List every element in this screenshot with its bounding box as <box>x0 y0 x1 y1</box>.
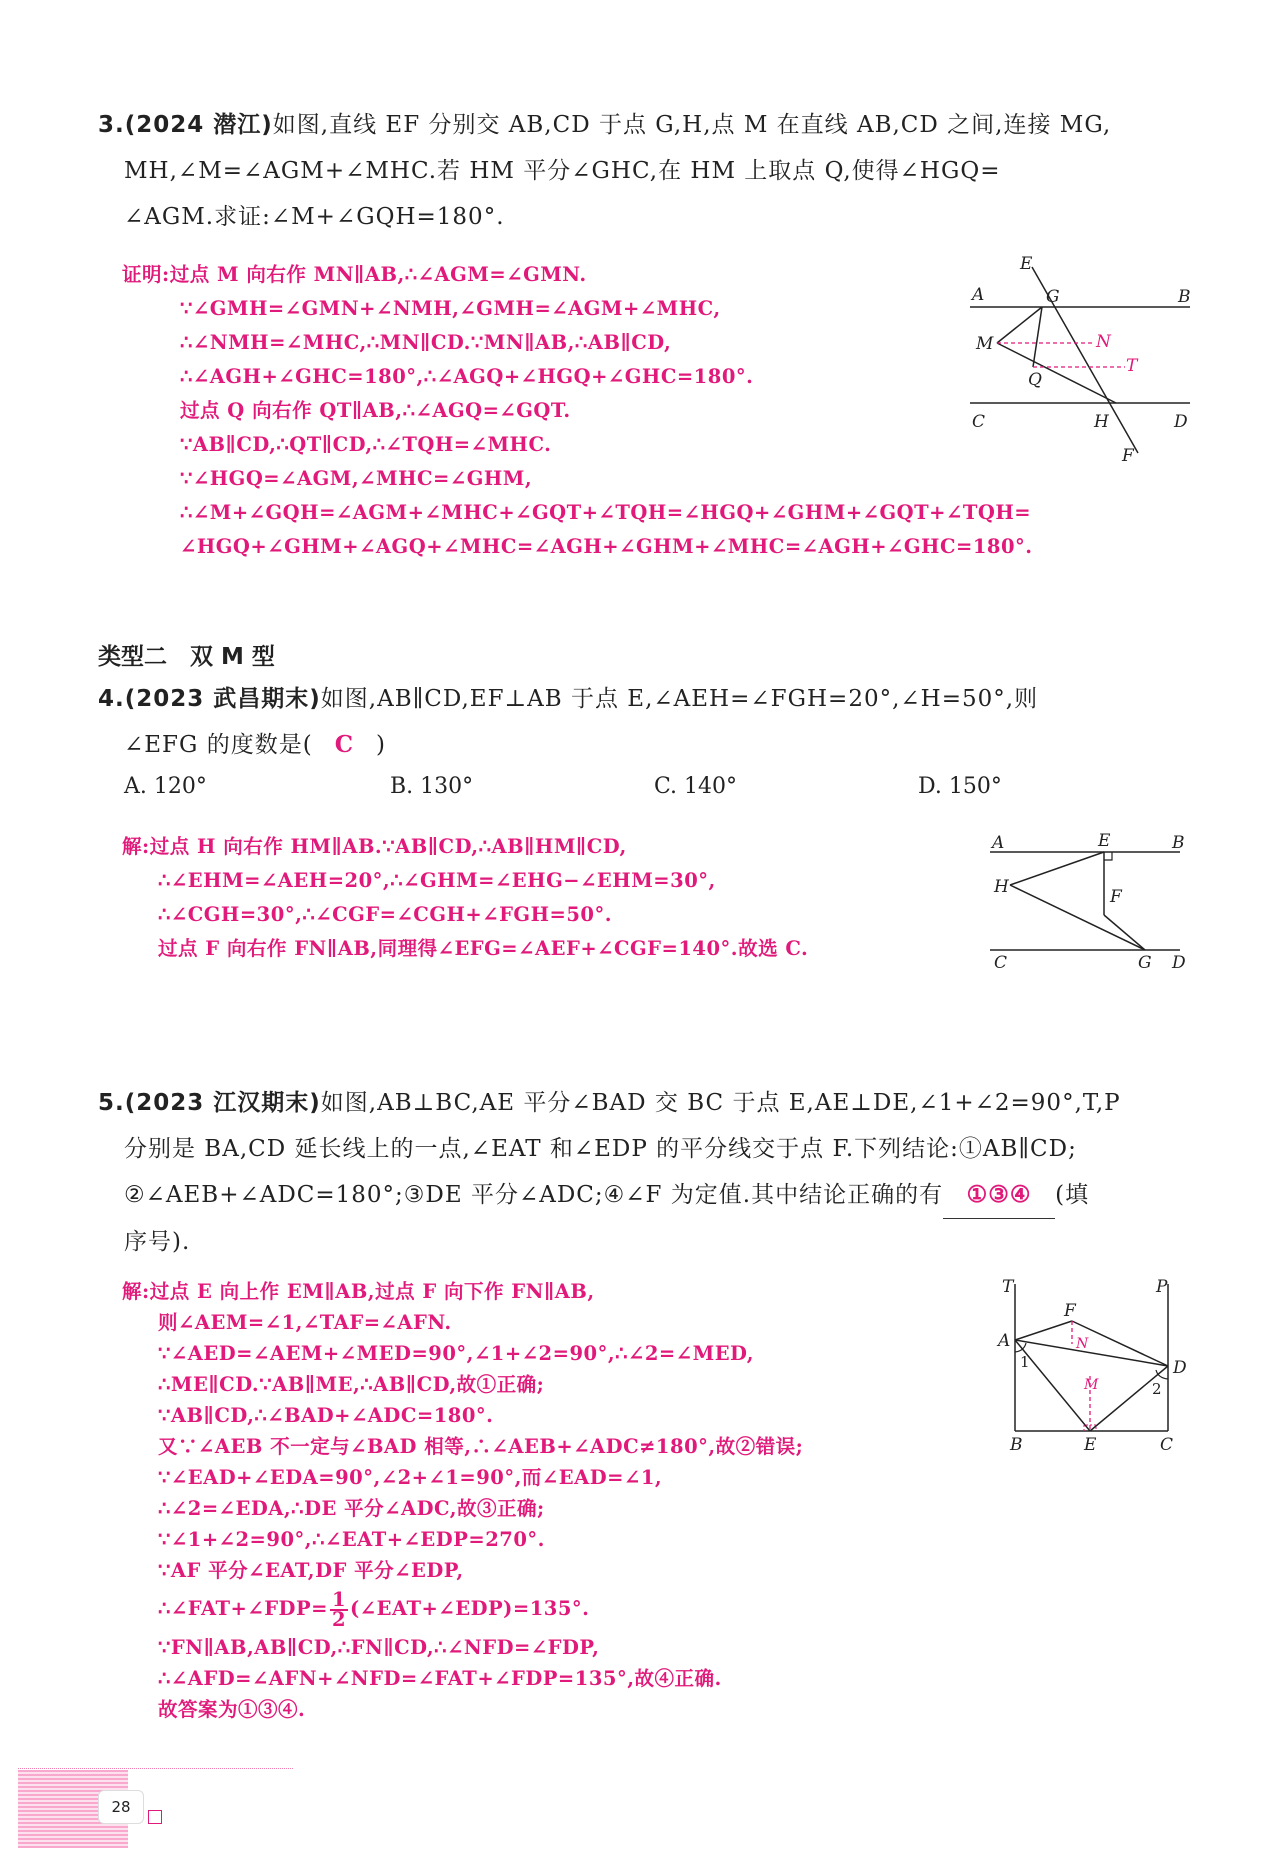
q5-line3-end: (填 <box>1055 1182 1090 1208</box>
q5-sol-line: ∴∠2=∠EDA,∴DE 平分∠ADC,故③正确; <box>158 1497 545 1520</box>
q3-sol-line: 证明:过点 M 向右作 MN∥AB,∴∠AGM=∠GMN. <box>122 263 587 286</box>
q3-sol-line: ∴∠AGH+∠GHC=180°,∴∠AGQ+∠HGQ+∠GHC=180°. <box>180 365 754 388</box>
q3-label-e: E <box>1020 255 1033 274</box>
q5-label-d: D <box>1173 1358 1187 1378</box>
q5-sol-line: ∵AF 平分∠EAT,DF 平分∠EDP, <box>158 1559 464 1582</box>
q3-label-q: Q <box>1028 370 1042 390</box>
q4-sol-line: ∴∠CGH=30°,∴∠CGF=∠CGH+∠FGH=50°. <box>158 903 613 926</box>
q4-label-e: E <box>1098 831 1111 851</box>
q3-figure <box>960 255 1200 465</box>
q4-line2: ∠EFG 的度数是( <box>124 732 313 758</box>
q5-label-1: 1 <box>1020 1353 1030 1371</box>
q5-sol-line: ∵∠AED=∠AEM+∠MED=90°,∠1+∠2=90°,∴∠2=∠MED, <box>158 1342 755 1365</box>
q3-label-t: T <box>1126 356 1138 376</box>
q3-line3: ∠AGM.求证:∠M+∠GQH=180°. <box>124 204 505 230</box>
q5-source: (2023 江汉期末) <box>124 1090 321 1116</box>
q5-label-e: E <box>1084 1435 1097 1455</box>
q4-label-d: D <box>1172 953 1186 970</box>
q4-option-d: D. 150° <box>918 774 1002 799</box>
q4-line1: 如图,AB∥CD,EF⊥AB 于点 E,∠AEH=∠FGH=20°,∠H=50°,则 <box>320 686 1039 712</box>
q4-label-b: B <box>1172 833 1185 853</box>
q5-answer-blank: ①③④ <box>943 1172 1055 1219</box>
q3-label-d: D <box>1174 412 1188 432</box>
q3-sol-line: 过点 Q 向右作 QT∥AB,∴∠AGQ=∠GQT. <box>180 399 571 422</box>
q4-number: 4. <box>98 686 125 712</box>
q4-sol-line: 过点 F 向右作 FN∥AB,同理得∠EFG=∠AEF+∠CGF=140°.故选 C. <box>158 937 809 960</box>
q3-label-g: G <box>1046 287 1060 307</box>
q5-label-c: C <box>1160 1435 1174 1455</box>
q3-sol-line: ∵AB∥CD,∴QT∥CD,∴∠TQH=∠MHC. <box>180 433 552 456</box>
q5-line4: 序号). <box>124 1229 191 1255</box>
q5-sol-line: ∵∠1+∠2=90°,∴∠EAT+∠EDP=270°. <box>158 1528 545 1551</box>
q5-line1: 如图,AB⊥BC,AE 平分∠BAD 交 BC 于点 E,AE⊥DE,∠1+∠2=90°,T,P <box>320 1090 1121 1116</box>
q3-stem <box>98 102 1198 240</box>
q4-option-a: A. 120° <box>124 774 207 799</box>
q3-label-c: C <box>972 412 986 432</box>
q4-stem <box>98 676 1198 768</box>
q3-solution <box>122 258 1033 564</box>
q3-line2: MH,∠M=∠AGM+∠MHC.若 HM 平分∠GHC,在 HM 上取点 Q,使得∠HGQ= <box>124 158 1001 184</box>
q4-label-h: H <box>994 877 1009 897</box>
q3-sol-line: ∴∠M+∠GQH=∠AGM+∠MHC+∠GQT+∠TQH=∠HGQ+∠GHM+∠GQT+∠TQH= <box>180 501 1032 524</box>
q5-sol-line: ∵AB∥CD,∴∠BAD+∠ADC=180°. <box>158 1404 494 1427</box>
q5-sol-frac-post: (∠EAT+∠EDP)=135°. <box>350 1597 590 1620</box>
q3-label-a: A <box>972 285 985 305</box>
section-title: 类型二 双 M 型 <box>98 644 275 670</box>
q3-label-m: M <box>976 334 994 354</box>
q5-sol-line: ∴ME∥CD.∵AB∥ME,∴AB∥CD,故①正确; <box>158 1373 545 1396</box>
q5-frac-den: 2 <box>331 1607 347 1631</box>
q5-label-p: P <box>1156 1277 1168 1297</box>
q5-frac-num: 1 <box>331 1587 347 1611</box>
q5-sol-line: ∵∠EAD+∠EDA=90°,∠2+∠1=90°,而∠EAD=∠1, <box>158 1466 663 1489</box>
q5-label-b: B <box>1010 1435 1023 1455</box>
q3-label-h: H <box>1094 412 1109 432</box>
q5-sol-frac-line <box>122 1586 803 1632</box>
q5-label-2: 2 <box>1152 1380 1162 1398</box>
q5-label-n: N <box>1076 1336 1089 1352</box>
q3-number: 3. <box>98 112 125 138</box>
q4-label-g: G <box>1138 953 1152 970</box>
q3-label-f: F <box>1122 446 1134 465</box>
q5-sol-line: 则∠AEM=∠1,∠TAF=∠AFN. <box>158 1311 452 1334</box>
q4-label-f: F <box>1110 887 1122 907</box>
footer-divider <box>18 1768 293 1770</box>
q3-label-b: B <box>1178 287 1191 307</box>
q3-sol-line: ∵∠GMH=∠GMN+∠NMH,∠GMH=∠AGM+∠MHC, <box>180 297 721 320</box>
q5-line2: 分别是 BA,CD 延长线上的一点,∠EAT 和∠EDP 的平分线交于点 F.下列结论:①AB∥CD; <box>124 1136 1077 1162</box>
q4-label-a: A <box>992 833 1005 853</box>
q5-label-a: A <box>998 1331 1011 1351</box>
q4-answer: C <box>334 731 354 758</box>
q5-label-m: M <box>1084 1377 1099 1393</box>
q5-sol-line: 又∵∠AEB 不一定与∠BAD 相等,∴∠AEB+∠ADC≠180°,故②错误; <box>158 1435 804 1458</box>
q5-stem <box>98 1080 1198 1265</box>
q5-label-f: F <box>1064 1301 1076 1321</box>
q4-figure <box>980 830 1195 970</box>
q5-sol-line: 解:过点 E 向上作 EM∥AB,过点 F 向下作 FN∥AB, <box>122 1280 595 1303</box>
footer-square-icon <box>148 1810 162 1824</box>
q3-sol-line: ∵∠HGQ=∠AGM,∠MHC=∠GHM, <box>180 467 533 490</box>
q3-sol-line: ∴∠NMH=∠MHC,∴MN∥CD.∵MN∥AB,∴AB∥CD, <box>180 331 672 354</box>
q5-sol-line: 故答案为①③④. <box>158 1698 306 1721</box>
q4-option-c: C. 140° <box>654 774 738 799</box>
q5-label-t: T <box>1002 1277 1014 1297</box>
q5-fraction <box>330 1587 348 1631</box>
q5-number: 5. <box>98 1090 125 1116</box>
q3-source: (2024 潜江) <box>124 112 273 138</box>
page-number: 28 <box>98 1790 144 1824</box>
q4-label-c: C <box>994 953 1008 970</box>
q4-sol-line: 解:过点 H 向右作 HM∥AB.∵AB∥CD,∴AB∥HM∥CD, <box>122 835 627 858</box>
q5-line3: ②∠AEB+∠ADC=180°;③DE 平分∠ADC;④∠F 为定值.其中结论正确的有 <box>124 1182 944 1208</box>
q4-solution <box>122 830 808 966</box>
q5-figure <box>990 1276 1195 1456</box>
q4-line2-end: ) <box>376 732 386 758</box>
q5-sol-line: ∴∠AFD=∠AFN+∠NFD=∠FAT+∠FDP=135°,故④正确. <box>158 1667 722 1690</box>
q3-label-n: N <box>1096 332 1111 352</box>
q5-sol-frac-pre: ∴∠FAT+∠FDP= <box>158 1597 328 1620</box>
q4-option-b: B. 130° <box>390 774 474 799</box>
q4-source: (2023 武昌期末) <box>124 686 321 712</box>
q4-sol-line: ∴∠EHM=∠AEH=20°,∴∠GHM=∠EHG−∠EHM=30°, <box>158 869 716 892</box>
q5-solution <box>122 1276 803 1725</box>
q3-line1: 如图,直线 EF 分别交 AB,CD 于点 G,H,点 M 在直线 AB,CD 之间,连接 MG, <box>272 112 1112 138</box>
q3-sol-line: ∠HGQ+∠GHM+∠AGQ+∠MHC=∠AGH+∠GHM+∠MHC=∠AGH+∠GHC=180°. <box>180 535 1033 558</box>
q5-sol-line: ∵FN∥AB,AB∥CD,∴FN∥CD,∴∠NFD=∠FDP, <box>158 1636 600 1659</box>
